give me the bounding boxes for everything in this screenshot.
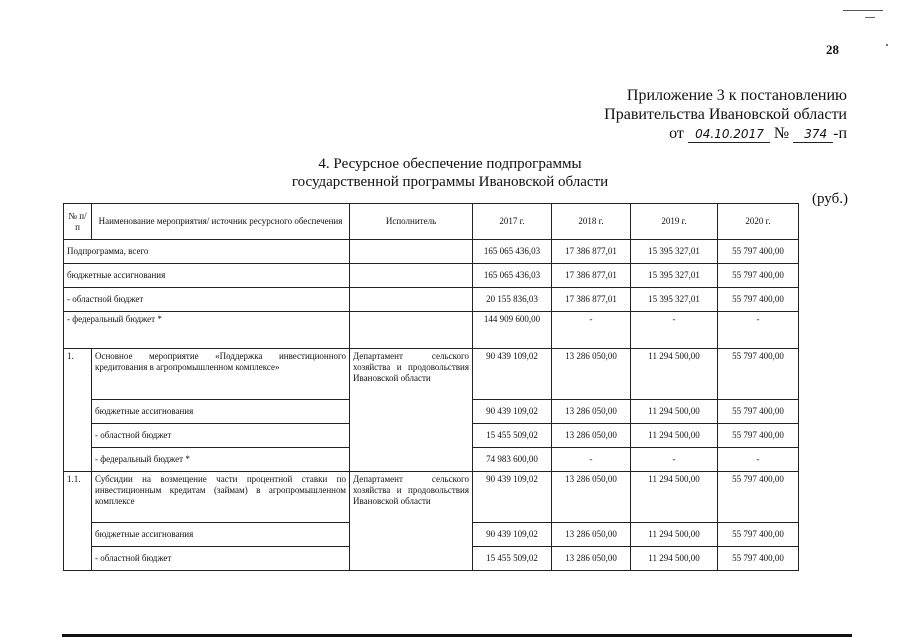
- appendix-line-3: [604, 124, 847, 143]
- row-2020: 55 797 400,00: [718, 264, 799, 288]
- row-2018: 13 286 050,00: [552, 349, 631, 400]
- row-2019: 15 395 327,01: [631, 288, 718, 312]
- row-2020: 55 797 400,00: [718, 472, 799, 523]
- row-2017: 90 439 109,02: [473, 400, 552, 424]
- scan-speck: [886, 44, 888, 46]
- row-2019: 15 395 327,01: [631, 264, 718, 288]
- row-name: бюджетные ассигнования: [92, 523, 350, 547]
- header-executor: Исполнитель: [350, 204, 473, 240]
- row-executor: [350, 312, 473, 349]
- row-name: Субсидии на возмещение части процентной ставки по инвестиционным кредитам (займам) в агропромышленном комплексе: [92, 472, 350, 523]
- row-num: 1.1.: [64, 472, 92, 571]
- handwritten-date: 04.10.2017: [688, 126, 770, 143]
- row-name: бюджетные ассигнования: [92, 400, 350, 424]
- row-2020: 55 797 400,00: [718, 547, 799, 571]
- row-executor: Департамент сельского хозяйства и продовольствия Ивановской области: [350, 349, 473, 472]
- header-2019: 2019 г.: [631, 204, 718, 240]
- row-2018: -: [552, 312, 631, 349]
- number-label: №: [773, 125, 790, 142]
- row-2018: 17 386 877,01: [552, 288, 631, 312]
- row-2019: 11 294 500,00: [631, 523, 718, 547]
- row-2017: 20 155 836,03: [473, 288, 552, 312]
- row-2018: -: [552, 448, 631, 472]
- row-2017: 74 983 600,00: [473, 448, 552, 472]
- row-name: бюджетные ассигнования: [64, 264, 350, 288]
- appendix-line-2: Правительства Ивановской области: [604, 106, 847, 123]
- row-2019: 11 294 500,00: [631, 547, 718, 571]
- title-line-2: государственной программы Ивановской области: [291, 174, 609, 190]
- row-executor: [350, 264, 473, 288]
- row-executor: [350, 288, 473, 312]
- row-2019: 11 294 500,00: [631, 400, 718, 424]
- row-2019: 11 294 500,00: [631, 424, 718, 448]
- row-2020: -: [718, 448, 799, 472]
- row-2020: 55 797 400,00: [718, 523, 799, 547]
- row-executor: [350, 240, 473, 264]
- row-name: - федеральный бюджет *: [92, 448, 350, 472]
- row-2017: 144 909 600,00: [473, 312, 552, 349]
- row-2018: 13 286 050,00: [552, 424, 631, 448]
- row-2017: 90 439 109,02: [473, 472, 552, 523]
- row-2020: 55 797 400,00: [718, 240, 799, 264]
- row-name: - областной бюджет: [92, 547, 350, 571]
- header-2017: 2017 г.: [473, 204, 552, 240]
- appendix-line-1: Приложение 3 к постановлению: [626, 87, 847, 104]
- row-2019: 15 395 327,01: [631, 240, 718, 264]
- table-row: [64, 472, 799, 523]
- resource-table: [63, 203, 799, 571]
- row-name: - федеральный бюджет *: [64, 312, 350, 349]
- from-label: от: [669, 125, 684, 142]
- header-name: Наименование мероприятия/ источник ресурсного обеспечения: [92, 204, 350, 240]
- header-2020: 2020 г.: [718, 204, 799, 240]
- table-row: [64, 349, 799, 400]
- row-name: Основное мероприятие «Поддержка инвестиционного кредитования в агропромышленном комплексе»: [92, 349, 350, 400]
- row-2020: -: [718, 312, 799, 349]
- row-2017: 15 455 509,02: [473, 547, 552, 571]
- row-2020: 55 797 400,00: [718, 349, 799, 400]
- row-num: 1.: [64, 349, 92, 472]
- number-suffix: -п: [833, 125, 847, 142]
- header-2018: 2018 г.: [552, 204, 631, 240]
- row-2018: 13 286 050,00: [552, 547, 631, 571]
- table-row: [64, 288, 799, 312]
- table-row: [64, 240, 799, 264]
- row-2018: 13 286 050,00: [552, 472, 631, 523]
- row-name: Подпрограмма, всего: [64, 240, 350, 264]
- row-name: - областной бюджет: [92, 424, 350, 448]
- row-name: - областной бюджет: [64, 288, 350, 312]
- document-title: [240, 155, 660, 191]
- row-2018: 13 286 050,00: [552, 400, 631, 424]
- row-2019: -: [631, 448, 718, 472]
- row-2018: 17 386 877,01: [552, 264, 631, 288]
- appendix-header: [604, 86, 847, 143]
- scan-edge-bar: [62, 634, 852, 637]
- row-2020: 55 797 400,00: [718, 424, 799, 448]
- page-number: 28: [826, 42, 839, 57]
- row-2017: 165 065 436,03: [473, 240, 552, 264]
- currency-unit: (руб.): [812, 191, 848, 207]
- header-num: № п/п: [64, 204, 92, 240]
- row-2020: 55 797 400,00: [718, 288, 799, 312]
- row-2017: 90 439 109,02: [473, 349, 552, 400]
- row-executor: Департамент сельского хозяйства и продовольствия Ивановской области: [350, 472, 473, 571]
- title-line-1: 4. Ресурсное обеспечение подпрограммы: [318, 156, 582, 172]
- row-2017: 15 455 509,02: [473, 424, 552, 448]
- table-header-row: [64, 204, 799, 240]
- row-2018: 13 286 050,00: [552, 523, 631, 547]
- row-2019: 11 294 500,00: [631, 349, 718, 400]
- row-2017: 90 439 109,02: [473, 523, 552, 547]
- row-2018: 17 386 877,01: [552, 240, 631, 264]
- table-row: [64, 264, 799, 288]
- scan-mark: [865, 17, 875, 18]
- row-2020: 55 797 400,00: [718, 400, 799, 424]
- row-2019: 11 294 500,00: [631, 472, 718, 523]
- table-row: [64, 312, 799, 349]
- handwritten-number: 374: [793, 126, 833, 143]
- row-2019: -: [631, 312, 718, 349]
- scan-mark: [843, 10, 883, 11]
- row-2017: 165 065 436,03: [473, 264, 552, 288]
